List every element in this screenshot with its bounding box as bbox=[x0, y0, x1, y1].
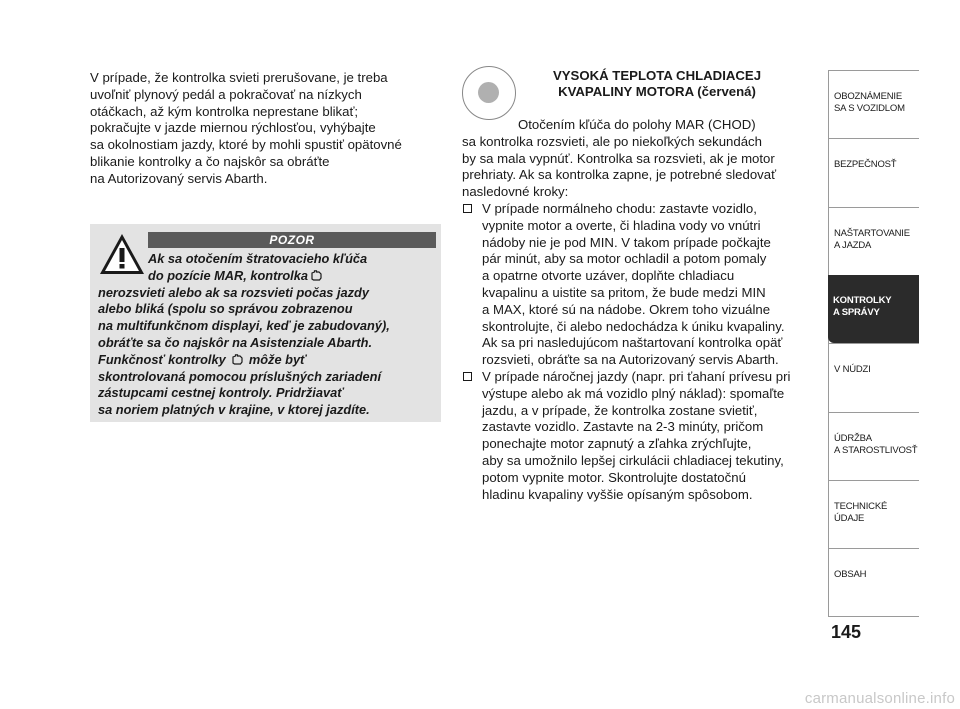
warning-line: sa noriem platných v krajine, v ktorej jazdíte. bbox=[98, 402, 370, 418]
tab-label: BEZPEČNOSŤ bbox=[834, 159, 897, 170]
list-line: potom vypnite motor. Skontrolujte dostatočnú bbox=[482, 469, 746, 485]
warning-line: alebo bliká (spolu so správou zobrazenou bbox=[98, 301, 353, 317]
tab-bezpecnost[interactable] bbox=[829, 138, 919, 206]
tab-kontrolky[interactable] bbox=[828, 275, 919, 343]
tab-label: A SPRÁVY bbox=[833, 307, 880, 318]
tab-udrzba[interactable] bbox=[829, 412, 919, 480]
warning-box bbox=[90, 224, 441, 422]
warning-label: POZOR bbox=[148, 232, 436, 248]
list-line: vypnite motor a overte, či hladina vody vo vnútri bbox=[482, 217, 761, 233]
tab-nastartovanie[interactable] bbox=[829, 207, 919, 275]
list-item bbox=[462, 201, 816, 369]
tab-obsah[interactable] bbox=[829, 548, 919, 616]
tab-technicke-udaje[interactable] bbox=[829, 480, 919, 548]
warning-text bbox=[98, 251, 438, 419]
tab-label: OBOZNÁMENIE bbox=[834, 91, 903, 102]
tab-oboznamenie[interactable] bbox=[829, 70, 919, 138]
warning-line: skontrolovaná pomocou príslušných zariadení bbox=[98, 368, 382, 384]
tab-label: TECHNICKÉ bbox=[834, 501, 888, 512]
list-item bbox=[462, 369, 816, 503]
warning-line: na multifunkčnom displayi, keď je zabudovaný), bbox=[98, 318, 390, 334]
tab-label: SA S VOZIDLOM bbox=[834, 103, 905, 114]
section-heading bbox=[522, 68, 792, 99]
list-line: V prípade náročnej jazdy (napr. pri ťahaní prívesu pri bbox=[482, 368, 791, 384]
section-sidebar bbox=[828, 70, 919, 617]
heading-line: KVAPALINY MOTORA (červená) bbox=[558, 83, 756, 99]
list-line: ponechajte motor zapnutý a zľahka zrýchľujte, bbox=[482, 436, 752, 452]
list-line: zastavte vozidlo. Zastavte na 2-3 minúty, pričom bbox=[482, 419, 764, 435]
tab-label: A STAROSTLIVOSŤ bbox=[834, 445, 918, 456]
paragraph-line: prehriaty. Ak sa kontrolka zapne, je potrebné sledovať bbox=[462, 167, 777, 183]
tab-label: A JAZDA bbox=[834, 240, 872, 251]
checkbox-bullet-icon bbox=[463, 204, 472, 213]
warning-line: nerozsvieti alebo ak sa rozsvieti počas jazdy bbox=[98, 284, 369, 300]
warning-line: Funkčnosť kontrolky môže byť bbox=[98, 351, 307, 367]
list-line: rozsvieti, obráťte sa na Autorizovaný servis Abarth. bbox=[482, 352, 779, 368]
page-number: 145 bbox=[830, 622, 862, 642]
engine-lamp-icon bbox=[310, 270, 322, 281]
list-line: V prípade normálneho chodu: zastavte vozidlo, bbox=[482, 201, 757, 216]
tab-label: NAŠTARTOVANIE bbox=[834, 228, 910, 239]
watermark: carmanualsonline.info bbox=[804, 690, 955, 707]
tab-label: OBSAH bbox=[834, 569, 867, 580]
tab-label: V NÚDZI bbox=[834, 364, 871, 375]
list-line: skontrolujte, či alebo nedochádza k úniku kvapaliny. bbox=[482, 318, 785, 334]
instruction-list bbox=[462, 201, 816, 503]
list-line: aby sa umožnilo lepšej cirkulácii chladiacej tekutiny, bbox=[482, 452, 784, 468]
list-line: kvapalinu a uistite sa pritom, že bude medzi MIN bbox=[482, 284, 766, 300]
list-line: a MAX, ktoré sú na nádobe. Okrem toho vizuálne bbox=[482, 301, 771, 317]
list-line: a opatrne otvorte uzáver, doplňte chladiacu bbox=[482, 268, 735, 284]
list-line: jazdu, a v prípade, že kontrolka zostane svietiť, bbox=[482, 402, 758, 418]
warning-line: zástupcami cestnej kontroly. Pridržiavať bbox=[98, 385, 344, 401]
intro-line: otáčkach, až kým kontrolka neprestane blikať; bbox=[90, 103, 359, 119]
intro-line: na Autorizovaný servis Abarth. bbox=[90, 170, 268, 186]
paragraph-line: Otočením kľúča do polohy MAR (CHOD) bbox=[518, 117, 756, 132]
engine-lamp-icon bbox=[231, 354, 243, 365]
paragraph-line: sa kontrolka rozsvieti, ale po niekoľkých sekundách bbox=[462, 133, 762, 149]
warning-line: do pozície MAR, kontrolka bbox=[98, 268, 438, 285]
coolant-paragraph bbox=[462, 117, 816, 201]
paragraph-line: nasledovné kroky: bbox=[462, 184, 569, 200]
intro-line: blikanie kontrolky a čo najskôr sa obráťte bbox=[90, 153, 330, 169]
paragraph-line: by sa mala vypnúť. Kontrolka sa rozsvieti, ak je motor bbox=[462, 150, 775, 166]
list-line: pár minút, aby sa motor ochladil a potom pomaly bbox=[482, 251, 767, 267]
tab-label: ÚDAJE bbox=[834, 513, 865, 524]
tab-label: ÚDRŽBA bbox=[834, 433, 872, 444]
heading-line: VYSOKÁ TEPLOTA CHLADIACEJ bbox=[552, 68, 762, 83]
intro-line: V prípade, že kontrolka svieti prerušovane, je treba bbox=[90, 70, 388, 85]
list-line: Ak sa pri nasledujúcom naštartovaní kontrolka opäť bbox=[482, 335, 783, 351]
list-line: nádoby nie je pod MIN. V takom prípade počkajte bbox=[482, 234, 771, 250]
tab-v-nudzi[interactable] bbox=[829, 343, 919, 411]
intro-line: uvoľniť plynový pedál a pokračovať na nízkych bbox=[90, 86, 362, 102]
warning-line: Ak sa otočením štratovacieho kľúča bbox=[148, 251, 368, 266]
intro-paragraph bbox=[90, 70, 435, 188]
intro-line: sa okolnostiam jazdy, ktoré by mohli spustiť opätovné bbox=[90, 137, 402, 153]
warning-line: obráťte sa čo najskôr na Asistenziale Abarth. bbox=[98, 334, 373, 350]
sidebar-divider bbox=[829, 616, 919, 617]
checkbox-bullet-icon bbox=[463, 372, 472, 381]
list-line: výstupe alebo ak má vozidlo plný náklad): spomaľte bbox=[482, 385, 785, 401]
intro-line: pokračujte v jazde miernou rýchlosťou, vyhýbajte bbox=[90, 120, 376, 136]
list-line: hladinu kvapaliny vyššie opísaným spôsobom. bbox=[482, 486, 753, 502]
tab-label: KONTROLKY bbox=[833, 295, 892, 306]
gray-dot-icon bbox=[462, 66, 516, 120]
